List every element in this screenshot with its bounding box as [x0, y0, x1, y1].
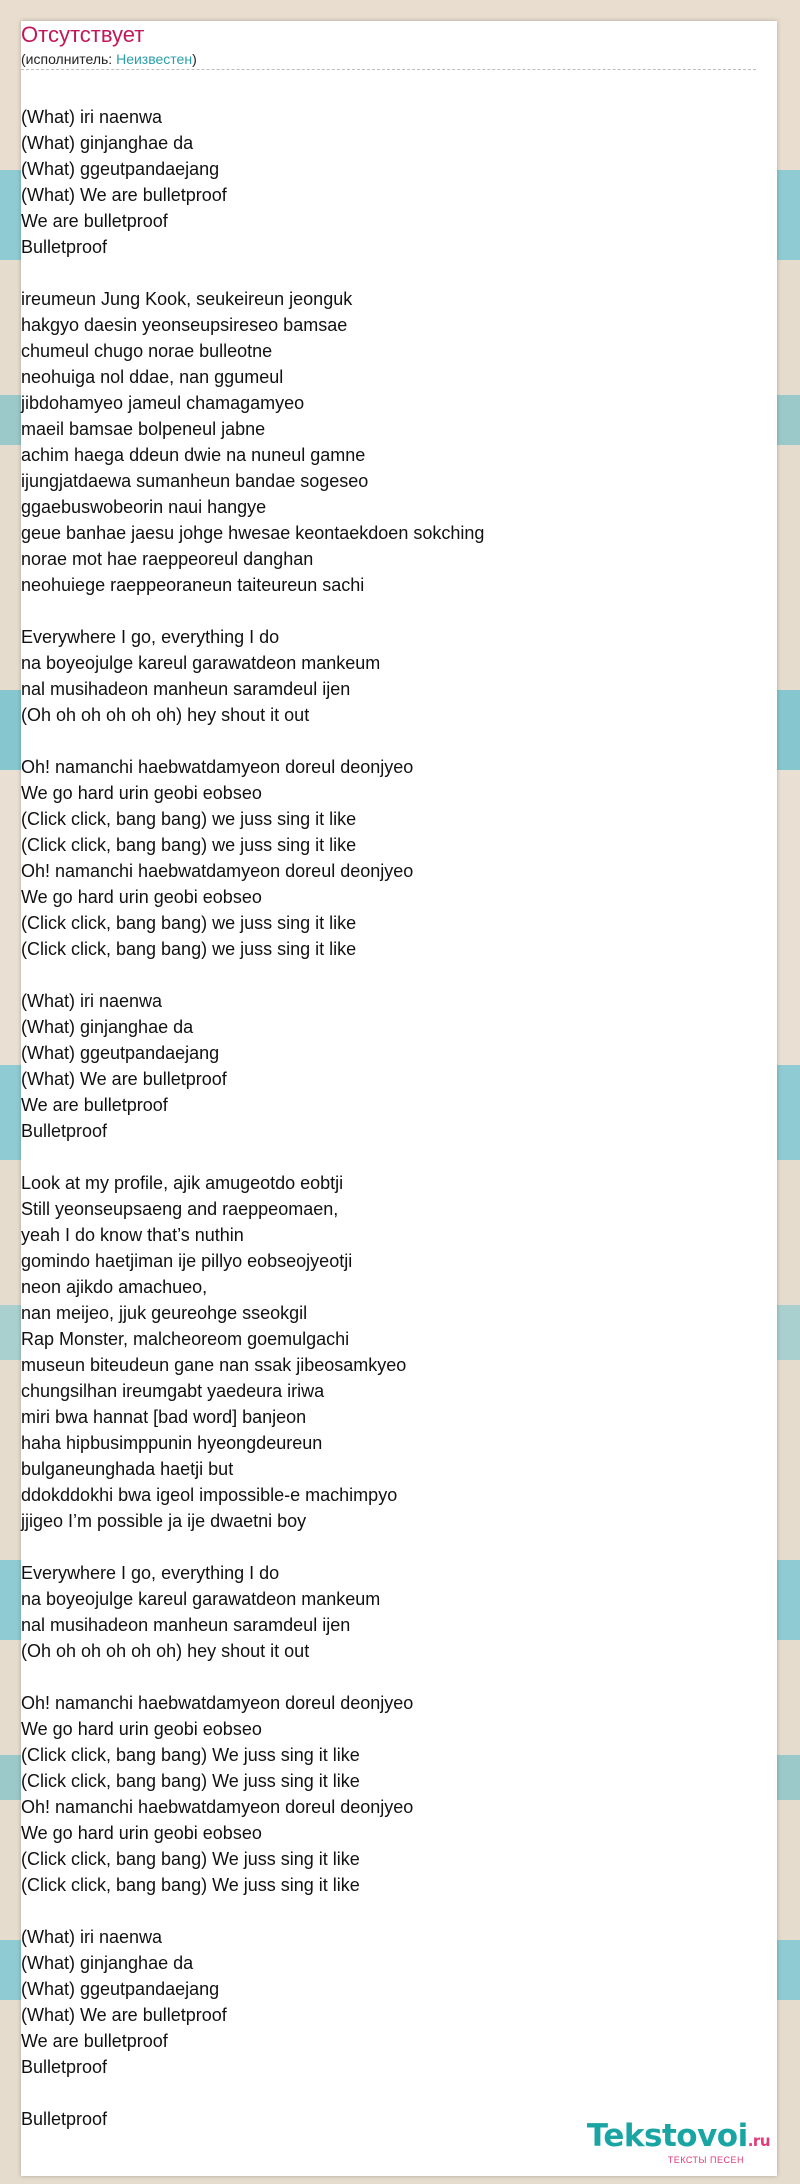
- lyric-line: achim haega ddeun dwie na nuneul gamne: [21, 445, 366, 465]
- lyric-line: (Click click, bang bang) we juss sing it like: [21, 835, 357, 855]
- lyric-line: maeil bamsae bolpeneul jabne: [21, 419, 266, 439]
- stanza-gap: [21, 260, 751, 286]
- stanza-gap: [21, 1144, 751, 1170]
- lyric-line: bulganeunghada haetji but: [21, 1459, 234, 1479]
- lyric-line: norae mot hae raeppeoreul danghan: [21, 549, 314, 569]
- lyric-line: geue banhae jaesu johge hwesae keontaekdoen sokching: [21, 523, 485, 543]
- lyric-line: gomindo haetjiman ije pillyo eobseojyeotji: [21, 1251, 353, 1271]
- lyric-line: nal musihadeon manheun saramdeul ijen: [21, 1615, 351, 1635]
- lyric-line: (Oh oh oh oh oh oh) hey shout it out: [21, 1641, 310, 1661]
- lyric-line: neohuiege raeppeoraneun taiteureun sachi: [21, 575, 365, 595]
- lyric-line: We are bulletproof: [21, 1095, 168, 1115]
- lyric-line: museun biteudeun gane nan ssak jibeosamkyeo: [21, 1355, 407, 1375]
- lyric-line: Bulletproof: [21, 1121, 108, 1141]
- lyric-line: Everywhere I go, everything I do: [21, 627, 280, 647]
- lyric-line: haha hipbusimppunin hyeongdeureun: [21, 1433, 323, 1453]
- lyric-line: Look at my profile, ajik amugeotdo eobtji: [21, 1173, 344, 1193]
- site-logo[interactable]: [587, 2118, 770, 2165]
- lyric-line: neohuiga nol ddae, nan ggumeul: [21, 367, 284, 387]
- lyric-line: (What) iri naenwa: [21, 991, 163, 1011]
- lyric-line: (Click click, bang bang) we juss sing it like: [21, 809, 357, 829]
- lyric-line: na boyeojulge kareul garawatdeon mankeum: [21, 653, 381, 673]
- lyric-line: Oh! namanchi haebwatdamyeon doreul deonjyeo: [21, 1797, 414, 1817]
- stanza-gap: [21, 1898, 751, 1924]
- lyric-line: chumeul chugo norae bulleotne: [21, 341, 273, 361]
- lyric-line: Bulletproof: [21, 2057, 108, 2077]
- stanza-gap: [21, 598, 751, 624]
- logo-tld: .ru: [747, 2132, 770, 2150]
- lyric-line: chungsilhan ireumgabt yaedeura iriwa: [21, 1381, 325, 1401]
- lyric-line: Oh! namanchi haebwatdamyeon doreul deonjyeo: [21, 861, 414, 881]
- stanza-gap: [21, 2080, 751, 2106]
- artist-suffix: ): [192, 51, 197, 67]
- lyric-line: yeah I do know that’s nuthin: [21, 1225, 244, 1245]
- lyric-line: (What) ginjanghae da: [21, 133, 194, 153]
- lyric-line: ijungjatdaewa sumanheun bandae sogeseo: [21, 471, 369, 491]
- lyric-line: neon ajikdo amachueo,: [21, 1277, 208, 1297]
- stanza-gap: [21, 728, 751, 754]
- lyric-line: (Click click, bang bang) We juss sing it like: [21, 1771, 360, 1791]
- lyric-line: jibdohamyeo jameul chamagamyeo: [21, 393, 305, 413]
- lyric-line: jjigeo I’m possible ja ije dwaetni boy: [21, 1511, 307, 1531]
- lyric-line: Still yeonseupsaeng and raeppeomaen,: [21, 1199, 339, 1219]
- artist-prefix: (исполнитель:: [21, 51, 117, 67]
- lyric-line: (Oh oh oh oh oh oh) hey shout it out: [21, 705, 310, 725]
- lyric-line: ireumeun Jung Kook, seukeireun jeonguk: [21, 289, 353, 309]
- lyric-line: (What) We are bulletproof: [21, 2005, 227, 2025]
- lyric-line: Bulletproof: [21, 237, 108, 257]
- lyric-line: Rap Monster, malcheoreom goemulgachi: [21, 1329, 350, 1349]
- lyric-line: (What) ggeutpandaejang: [21, 159, 220, 179]
- lyric-line: (What) We are bulletproof: [21, 1069, 227, 1089]
- artist-line: [21, 50, 756, 68]
- song-header: [21, 22, 756, 78]
- logo-wordmark: [587, 2118, 770, 2159]
- lyric-line: hakgyo daesin yeonseupsireseo bamsae: [21, 315, 348, 335]
- lyric-line: (Click click, bang bang) we juss sing it like: [21, 939, 357, 959]
- lyric-line: (What) ggeutpandaejang: [21, 1979, 220, 1999]
- lyric-line: nan meijeo, jjuk geureohge sseokgil: [21, 1303, 308, 1323]
- lyric-line: nal musihadeon manheun saramdeul ijen: [21, 679, 351, 699]
- stanza-gap: [21, 962, 751, 988]
- lyric-line: (What) iri naenwa: [21, 107, 163, 127]
- lyric-line: (Click click, bang bang) we juss sing it like: [21, 913, 357, 933]
- lyric-line: Bulletproof: [21, 2109, 108, 2129]
- lyric-line: Everywhere I go, everything I do: [21, 1563, 280, 1583]
- lyric-line: (What) iri naenwa: [21, 1927, 163, 1947]
- artist-link[interactable]: Неизвестен: [116, 51, 193, 67]
- stanza-gap: [21, 1664, 751, 1690]
- lyric-line: miri bwa hannat [bad word] banjeon: [21, 1407, 307, 1427]
- lyric-line: ddokddokhi bwa igeol impossible-e machimpyo: [21, 1485, 398, 1505]
- lyric-line: (What) ggeutpandaejang: [21, 1043, 220, 1063]
- lyric-line: We go hard urin geobi eobseo: [21, 783, 262, 803]
- lyric-line: We are bulletproof: [21, 2031, 168, 2051]
- lyric-line: Oh! namanchi haebwatdamyeon doreul deonjyeo: [21, 1693, 414, 1713]
- lyric-line: (Click click, bang bang) We juss sing it like: [21, 1745, 360, 1765]
- lyric-line: (Click click, bang bang) We juss sing it like: [21, 1849, 360, 1869]
- lyric-line: (What) ginjanghae da: [21, 1017, 194, 1037]
- lyric-line: (What) ginjanghae da: [21, 1953, 194, 1973]
- lyrics-text: [21, 104, 751, 2132]
- lyric-line: We go hard urin geobi eobseo: [21, 1719, 262, 1739]
- lyric-line: (What) We are bulletproof: [21, 185, 227, 205]
- lyric-line: We are bulletproof: [21, 211, 168, 231]
- logo-name: Tekstovoi: [586, 2118, 748, 2154]
- lyric-line: ggaebuswobeorin naui hangye: [21, 497, 267, 517]
- header-divider: [21, 69, 756, 70]
- stanza-gap: [21, 1534, 751, 1560]
- lyric-line: Oh! namanchi haebwatdamyeon doreul deonjyeo: [21, 757, 414, 777]
- lyric-line: (Click click, bang bang) We juss sing it like: [21, 1875, 360, 1895]
- song-title: Отсутствует: [21, 22, 145, 47]
- logo-tagline: ТЕКСТЫ ПЕСЕН: [667, 2155, 744, 2165]
- lyric-line: na boyeojulge kareul garawatdeon mankeum: [21, 1589, 381, 1609]
- lyric-line: We go hard urin geobi eobseo: [21, 887, 262, 907]
- lyric-line: We go hard urin geobi eobseo: [21, 1823, 262, 1843]
